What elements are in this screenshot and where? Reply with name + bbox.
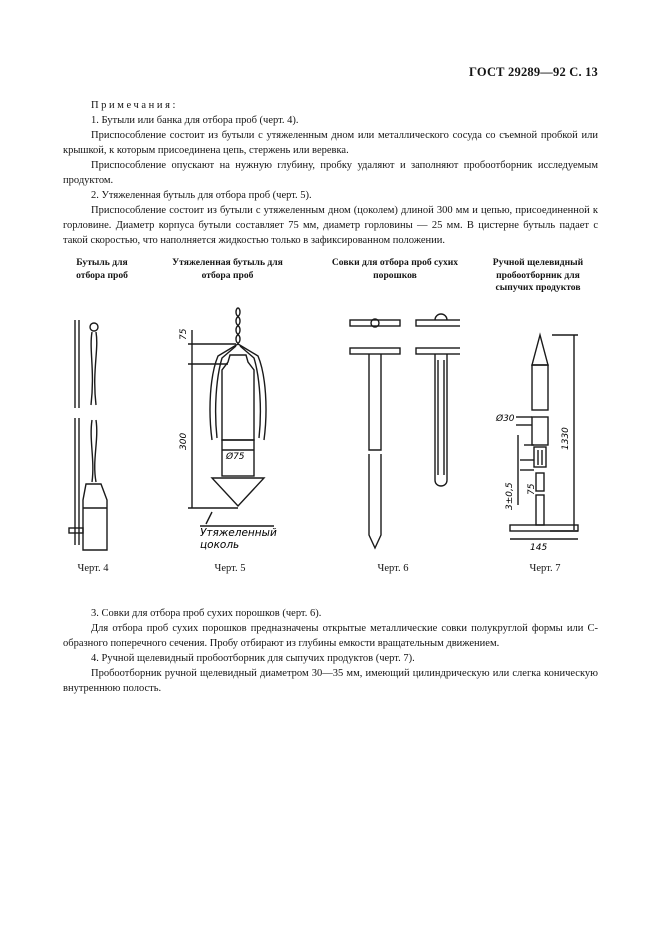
- figure-4-drawing: [55, 310, 125, 555]
- figure-6-title: Совки для отбора проб сухих порошков: [331, 257, 459, 281]
- figure-5-diameter-dimension: Ø75: [226, 452, 245, 462]
- figure-7-title: Ручной щелевидный пробоотборник для сыпучих продуктов: [492, 257, 584, 293]
- notes-section: [63, 98, 598, 248]
- figure-7-slot-dimension: 75: [527, 483, 537, 495]
- note-paragraph: Приспособление состоит из бутыли с утяжеленным дном (цоколем) длиной 300 мм и цепью, присоединенной к горловине. Диаметр корпуса бутыли составляет 75 мм, диаметр горловины — 25 мм. В цистерне бутыль падает с такой скоростью, что наполняется жидкостью только в зафиксированном положении.: [63, 205, 598, 246]
- body-paragraph: 4. Ручной щелевидный пробоотборник для сыпучих продуктов (черт. 7).: [91, 653, 415, 664]
- figure-6-caption: Черт. 6: [377, 563, 409, 574]
- figure-4-caption: Черт. 4: [77, 563, 109, 574]
- page-header: ГОСТ 29289—92 С. 13: [469, 65, 598, 79]
- body-paragraph: Для отбора проб сухих порошков предназначены открытые металлические совки полукруглой формы или С-образного поперечного сечения. Пробу отбирают из глубины емкости вращательным движением.: [63, 623, 598, 649]
- notes-heading: Примечания:: [91, 100, 179, 111]
- figure-5-height-dimension: 300: [179, 432, 189, 450]
- figure-4-title: Бутыль для отбора проб: [76, 257, 128, 281]
- figure-5-title: Утяжеленная бутыль для отбора проб: [172, 257, 283, 281]
- note-paragraph: 2. Утяжеленная бутыль для отбора проб (черт. 5).: [91, 190, 312, 201]
- figure-7-diameter-dimension: Ø30: [496, 414, 515, 424]
- figure-5-drawing: [150, 300, 290, 555]
- body-paragraph: Пробоотборник ручной щелевидный диаметром 30—35 мм, имеющий цилиндрическую или слегка коническую внутреннюю полость.: [63, 668, 598, 694]
- figure-5-label-line-2: цоколь: [200, 539, 240, 551]
- figure-7-caption: Черт. 7: [529, 563, 561, 574]
- body-paragraph: 3. Совки для отбора проб сухих порошков (черт. 6).: [91, 608, 322, 619]
- figure-7-drawing: [490, 325, 605, 555]
- figure-7-tolerance-dimension: 3±0,5: [505, 482, 515, 510]
- figure-5-caption: Черт. 5: [214, 563, 246, 574]
- figure-5-top-dimension: 75: [179, 328, 189, 340]
- figure-7-width-dimension: 145: [530, 543, 548, 553]
- figure-7-height-dimension: 1330: [561, 427, 571, 450]
- figure-6-drawing: [340, 310, 460, 555]
- note-paragraph: Приспособление состоит из бутыли с утяжеленным дном или металлического сосуда со съемной пробкой или крышкой, к которым присоединена цепь, стержень или веревка.: [63, 130, 598, 156]
- figure-5-label-line-1: Утяжеленный: [200, 527, 277, 539]
- note-paragraph: Приспособление опускают на нужную глубину, пробку удаляют и заполняют пробоотборник исследуемым продуктом.: [63, 160, 598, 186]
- note-paragraph: 1. Бутыли или банка для отбора проб (черт. 4).: [91, 115, 299, 126]
- body-section: [63, 606, 598, 696]
